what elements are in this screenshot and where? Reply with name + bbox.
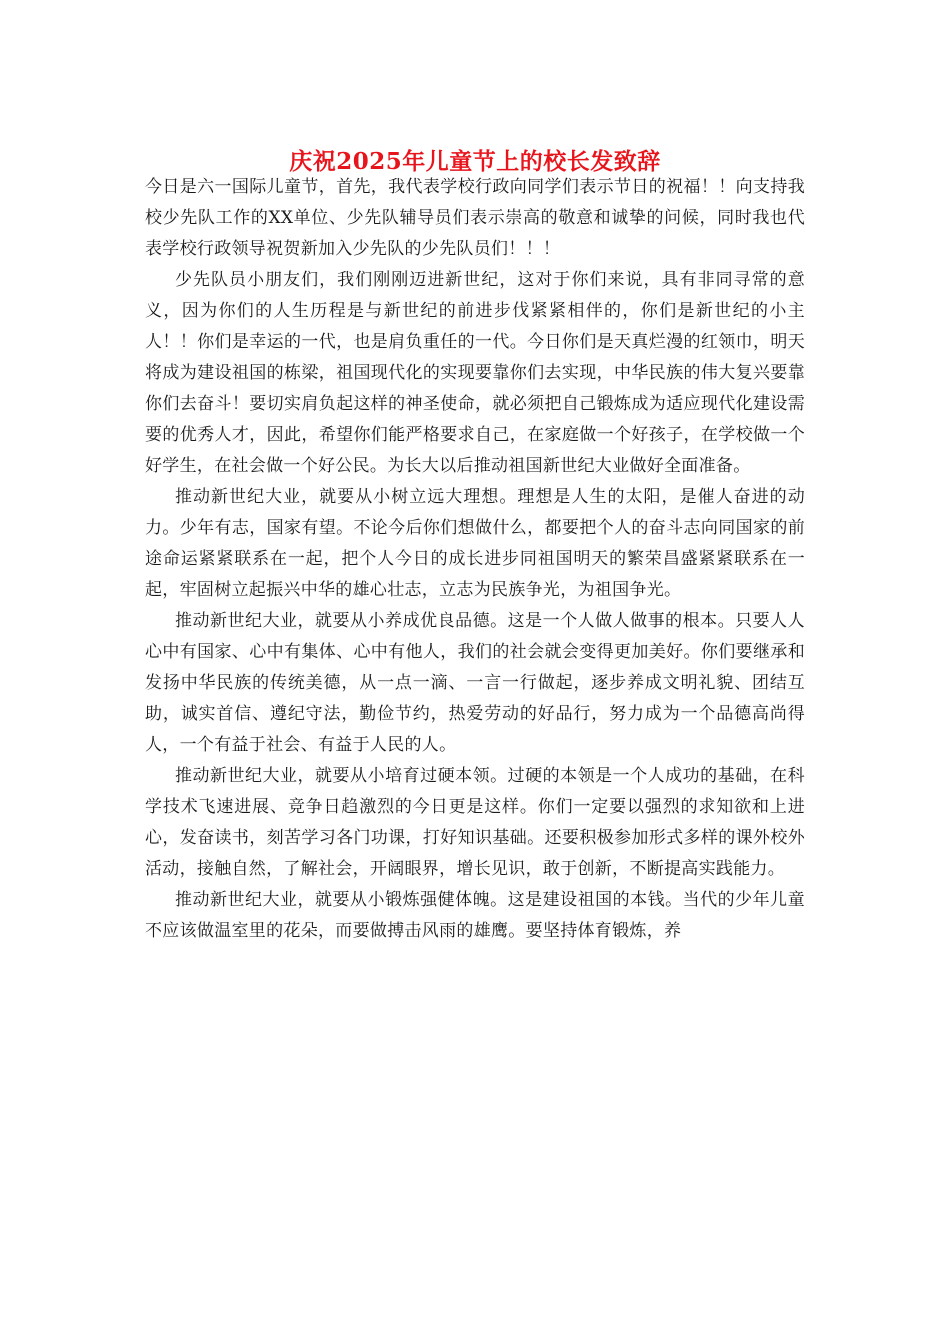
- paragraph-morals: 推动新世纪大业，就要从小养成优良品德。这是一个人做人做事的根本。只要人人心中有国家、心中有集体、心中有他人，我们的社会就会变得更加美好。你们要继承和发扬中华民族的传统美德，从一点一滴、一言一行做起，逐步养成文明礼貌、团结互助，诚实首信、遵纪守法，勤俭节约，热爱劳动的好品行，努力成为一个品德高尚得人，一个有益于社会、有益于人民的人。: [145, 611, 805, 755]
- paragraph-physique: 推动新世纪大业，就要从小锻炼强健体魄。这是建设祖国的本钱。当代的少年儿童不应该做温室里的花朵，而要做搏击风雨的雄鹰。要坚持体育锻炼，养: [145, 890, 805, 941]
- paragraph-ideals: 推动新世纪大业，就要从小树立远大理想。理想是人生的太阳，是催人奋进的动力。少年有志，国家有望。不论今后你们想做什么，都要把个人的奋斗志向同国家的前途命运紧紧联系在一起，把个人今日的成长进步同祖国明天的繁荣昌盛紧紧联系在一起，牢固树立起振兴中华的雄心壮志，立志为民族争光，为祖国争光。: [145, 487, 805, 600]
- paragraph-skills: 推动新世纪大业，就要从小培育过硬本领。过硬的本领是一个人成功的基础，在科学技术飞速进展、竞争日趋激烈的今日更是这样。你们一定要以强烈的求知欲和上进心，发奋读书，刻苦学习各门功课，打好知识基础。还要积极参加形式多样的课外校外活动，接触自然，了解社会，开阔眼界，增长见识，敢于创新，不断提高实践能力。: [145, 766, 805, 879]
- document-body: [145, 172, 805, 947]
- paragraph-greeting: 今日是六一国际儿童节，首先，我代表学校行政向同学们表示节日的祝福！！向支持我校少先队工作的XX单位、少先队辅导员们表示崇高的敬意和诚挚的问候，同时我也代表学校行政领导祝贺新加入少先队的少先队员们！！！: [145, 177, 805, 259]
- document-title: 庆祝2025年儿童节上的校长发致辞: [289, 148, 661, 175]
- paragraph-new-century: 少先队员小朋友们，我们刚刚迈进新世纪，这对于你们来说，具有非同寻常的意义，因为你们的人生历程是与新世纪的前进步伐紧紧相伴的，你们是新世纪的小主人！！你们是幸运的一代，也是肩负重任的一代。今日你们是天真烂漫的红领巾，明天将成为建设祖国的栋梁，祖国现代化的实现要靠你们去实现，中华民族的伟大复兴要靠你们去奋斗！要切实肩负起这样的神圣使命，就必须把自己锻炼成为适应现代化建设需要的优秀人才，因此，希望你们能严格要求自己，在家庭做一个好孩子，在学校做一个好学生，在社会做一个好公民。为长大以后推动祖国新世纪大业做好全面准备。: [145, 270, 805, 476]
